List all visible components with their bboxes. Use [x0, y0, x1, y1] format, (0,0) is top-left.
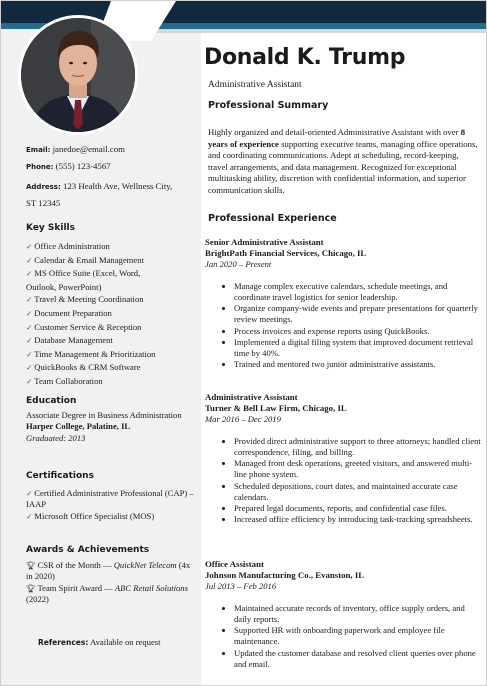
- job-bullets: [205, 603, 483, 669]
- check-icon: ✓: [26, 295, 33, 305]
- list-item: 🏆︎ CSR of the Month — QuickNet Telecom (4x in 2020): [26, 560, 191, 582]
- address-line1: 123 Health Ave, Wellness City,: [62, 181, 173, 191]
- contact-phone: [26, 160, 196, 173]
- check-icon: ✓: [26, 242, 33, 251]
- job-entry: [205, 392, 483, 526]
- list-item: ✓ Certified Administrative Professional (CAP) – IAAP: [26, 488, 194, 510]
- list-item: ✓ MS Office Suite (Excel, Word, Outlook, PowerPoint): [26, 268, 141, 292]
- phone-label: Phone:: [26, 163, 54, 171]
- list-item: • Trained and mentored two junior administrative assistants.: [234, 359, 483, 370]
- certifications-list: [26, 488, 198, 522]
- graduation: Graduated: 2013: [26, 432, 86, 443]
- job-title: Office Assistant: [205, 559, 264, 569]
- list-item: • Process invoices and expense reports using QuickBooks.: [234, 326, 483, 337]
- list-item: ✓ Calendar & Email Management: [26, 254, 144, 265]
- contact-address: [26, 179, 196, 211]
- check-icon: ✓: [26, 269, 33, 279]
- profile-photo: [18, 15, 138, 135]
- list-item: • Maintained accurate records of inventory, office supply orders, and daily reports.: [234, 603, 483, 625]
- address-line2: ST 12345: [26, 197, 61, 208]
- trophy-icon: 🏆︎: [26, 561, 36, 570]
- summary-bold: 8 years of experience: [208, 127, 466, 149]
- phone-value: (555) 123-4567: [55, 161, 111, 171]
- degree: Associate Degree in Business Administration: [26, 410, 182, 420]
- awards-heading: Awards & Achievements: [26, 545, 150, 555]
- check-icon: ✓: [26, 363, 33, 373]
- list-item: • Supported HR with onboarding paperwork and employee file maintenance.: [234, 625, 483, 647]
- candidate-name: Donald K. Trump: [204, 45, 406, 70]
- address-label: Address:: [26, 183, 61, 191]
- references-label: References:: [38, 638, 89, 647]
- check-icon: ✓: [26, 376, 33, 386]
- job-company: Turner & Bell Law Firm, Chicago, IL: [205, 403, 347, 413]
- candidate-title: Administrative Assistant: [208, 80, 302, 90]
- list-item: ✓ Microsoft Office Specialist (MOS): [26, 510, 155, 521]
- job-company: Johnson Manufacturing Co., Evanston, IL: [205, 570, 365, 580]
- job-title: Senior Administrative Assistant: [205, 237, 324, 247]
- job-dates: Jan 2020 – Present: [205, 259, 272, 269]
- trophy-icon: 🏆︎: [26, 583, 36, 593]
- list-item: • Provided direct administrative support to three attorneys; handled client correspondence, filing, and billing.: [234, 436, 483, 458]
- education-block: [26, 410, 196, 444]
- job-dates: Mar 2016 – Dec 2019: [205, 414, 281, 424]
- list-item: ✓ Travel & Meeting Coordination: [26, 294, 144, 305]
- skills-list: [26, 240, 198, 389]
- references: [38, 637, 161, 647]
- list-item: • Prepared legal documents, reports, and confidential case files.: [234, 503, 483, 514]
- contact-email: [26, 143, 196, 156]
- list-item: ✓ Customer Service & Reception: [26, 321, 142, 332]
- list-item: ✓ Team Collaboration: [26, 375, 103, 386]
- awards-list: [26, 560, 198, 605]
- list-item: ✓ QuickBooks & CRM Software: [26, 362, 141, 373]
- experience-heading: Professional Experience: [208, 213, 337, 224]
- certifications-heading: Certifications: [26, 471, 94, 481]
- references-text: Available on request: [90, 637, 161, 647]
- check-icon: ✓: [26, 322, 33, 332]
- job-bullets: [205, 436, 483, 525]
- list-item: ✓ Time Management & Prioritization: [26, 348, 156, 359]
- summary-heading: Professional Summary: [208, 100, 329, 111]
- education-heading: Education: [26, 396, 77, 406]
- list-item: ✓ Database Management: [26, 335, 113, 346]
- job-title: Administrative Assistant: [205, 392, 298, 402]
- list-item: • Implemented a digital filing system that improved document retrieval time by 40%.: [234, 337, 483, 359]
- list-item: ✓ Document Preparation: [26, 307, 112, 318]
- check-icon: ✓: [26, 255, 33, 265]
- summary-part1: Highly organized and detail-oriented Administrative Assistant with over: [208, 127, 461, 137]
- list-item: • Organize company-wide events and prepare presentations for quarterly review meetings.: [234, 303, 483, 325]
- job-entry: [205, 237, 483, 371]
- check-icon: ✓: [26, 511, 33, 521]
- summary-part2: supporting executive teams, managing office operations, and coordinating communications. Adept at scheduling, record-keeping, travel arrangements, and data management. Recognized for exceptional multitasking ability, discretion with confidential information, and superior communication skills.: [208, 138, 478, 195]
- list-item: • Managed front desk operations, greeted visitors, and answered multi-line phone system.: [234, 458, 483, 480]
- job-company: BrightPath Financial Services, Chicago, IL: [205, 248, 367, 258]
- summary-text: [208, 127, 480, 196]
- check-icon: ✓: [26, 489, 33, 498]
- check-icon: ✓: [26, 349, 33, 359]
- email-label: Email:: [26, 146, 51, 154]
- list-item: • Updated the customer database and resolved client queries over phone and email.: [234, 648, 483, 670]
- list-item: 🏆︎ Team Spirit Award — ABC Retail Solutions (2022): [26, 582, 188, 604]
- portrait-illustration: [21, 18, 135, 132]
- list-item: • Increased office efficiency by introducing task-tracking spreadsheets.: [234, 514, 483, 525]
- check-icon: ✓: [26, 308, 33, 318]
- band-light-stripe: [126, 29, 487, 33]
- email-value[interactable]: janedoe@email.com: [52, 144, 125, 154]
- job-dates: Jul 2013 – Feb 2016: [205, 581, 277, 591]
- job-bullets: [205, 281, 483, 370]
- list-item: • Scheduled depositions, court dates, and maintained accurate case calendars.: [234, 481, 483, 503]
- list-item: • Manage complex executive calendars, schedule meetings, and coordinate travel logistics for senior leadership.: [234, 281, 483, 303]
- skills-heading: Key Skills: [26, 223, 75, 233]
- school: Harper College, Palatine, IL: [26, 421, 131, 432]
- check-icon: ✓: [26, 336, 33, 346]
- list-item: ✓ Office Administration: [26, 241, 110, 251]
- job-entry: [205, 559, 483, 670]
